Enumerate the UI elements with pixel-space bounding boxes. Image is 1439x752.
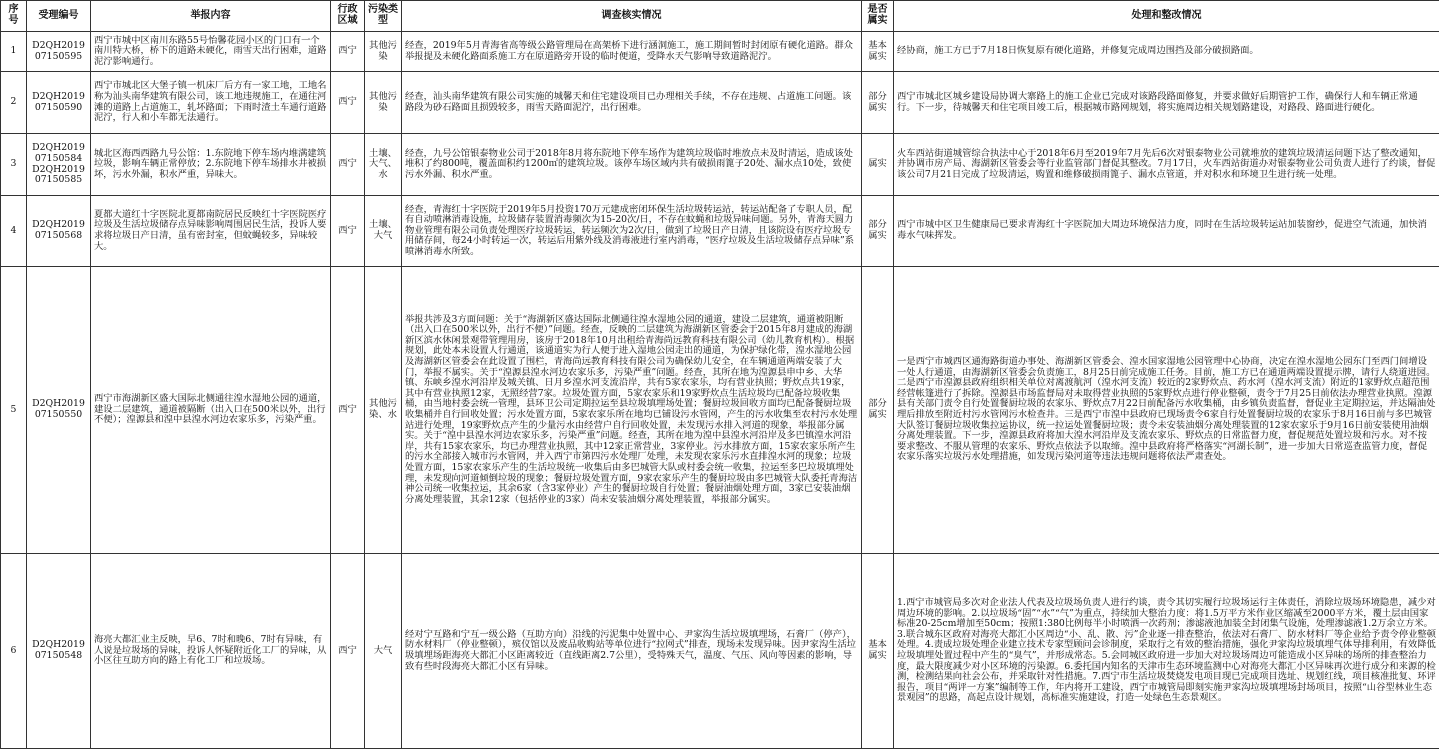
table-row (1, 32, 1439, 72)
header-handling: 处理和整改情况 (894, 1, 1439, 32)
row-handling: 经协商，施工方已于7月18日恢复原有硬化道路，并修复完成周边围挡及部分破损路面。 (894, 32, 1439, 72)
row-verified: 部分属实 (862, 72, 894, 134)
table-row (1, 134, 1439, 196)
header-id: 受理编号 (27, 1, 91, 32)
row-no: 4 (1, 196, 27, 267)
row-region: 西宁 (331, 267, 365, 554)
row-type: 其他污染、水 (365, 267, 402, 554)
row-content: 西宁市海湖新区盛大国际北侧通往湟水湿地公园的通道，建设二层建筑，通道被隔断（出入口在500米以外，出行不便）；湟源县和湟中县湟水河边农家乐多，污染严重。 (91, 267, 331, 554)
row-no: 3 (1, 134, 27, 196)
row-id: D2QH201907150548 (27, 554, 91, 749)
row-investigation: 经查，青海红十字医院于2019年5月投资170万元建成密闭环保生活垃圾转运站，转运站配备了专职人员，配有自动喷淋消毒设施，垃圾储存装置消毒频次为15-20次/日，不存在蚊蝇和垃圾异味问题。另外，青海天圆力物业管理有限公司负责处理医疗垃圾转运，转运频次为2次/日，做到了垃圾日产日清，且该院设有医疗垃圾专用储存间，每24小时转运一次，转运后用紫外线及消毒液进行室内消毒，“医疗垃圾及生活垃圾储存点异味”系喷淋消毒水所致。 (402, 196, 862, 267)
row-id: D2QH201907150584 D2QH201907150585 (27, 134, 91, 196)
row-region: 西宁 (331, 72, 365, 134)
row-no: 5 (1, 267, 27, 554)
row-handling: 西宁市城北区城乡建设局协调大寨路上的施工企业已完成对该路段路面修复，并要求做好后期管护工作，确保行人和车辆正常通行。下一步，待城馨天和住宅项目竣工后，根据城市路网规划，将实施周边相关规划路建设，对路段、路面进行硬化。 (894, 72, 1439, 134)
row-type: 其他污染 (365, 32, 402, 72)
row-region: 西宁 (331, 554, 365, 749)
row-investigation: 经查，汕头南华建筑有限公司实施的城馨天和住宅建设项目已办理相关手续，不存在违规、占道施工问题。该路段为砂石路面且损毁较多，雨雪天路面泥泞，出行困难。 (402, 72, 862, 134)
row-type: 土壤、大气 (365, 196, 402, 267)
row-region: 西宁 (331, 196, 365, 267)
header-verified: 是否属实 (862, 1, 894, 32)
row-handling: 1.西宁市城管局多次对企业法人代表及垃圾场负责人进行约谈，责令其切实履行垃圾场运行主体责任，消除垃圾场环境隐患，减少对周边环境的影响。2.以垃圾场“固”“水”“气”为重点，持续加大整治力度：将1.5万平方米作业区缩减至2000平方米，覆土层由国家标准20-25cm增加至50cm；按照1:380比例每半小时喷洒一次药剂；渗滤液池加装全封闭集气设施，处理渗滤液1.2万余立方米。3.联合城东区政府对海亮大都汇小区周边“小、乱、散、污”企业逐一排查整治，依法对石膏厂、防水材料厂等企业给予责令停业整顿处理。4.责成垃圾处理企业建立技术专家型顾问会诊制度，采取行之有效的整治措施，强化尹家沟垃圾填埋气体导排利用，有效降低垃圾填埋处置过程中产生的“臭气”，并形成常态。5.会同城区政府进一步加大对垃圾场周边可能造成小区异味的场所的排查整治力度，最大限度减少对小区环境的污染源。6.委托国内知名的天津市生态环境监测中心对海亮大都汇小区异味再次进行成分和来源的检测，检测结果向社会公布，并采取针对性措施。7.西宁市生活垃圾焚烧发电项目现已完成项目选址、规划红线，项目核准批复、环评报告，项目“两评一方案”编制等工作，年内将开工建设，西宁市城管局即刻实施尹家沟垃圾填埋场封场项目，按照“山谷型林业生态景观园”的思路，高起点设计规划，高标准实施建设，打造一处绿色生态景观区。 (894, 554, 1439, 749)
row-no: 2 (1, 72, 27, 134)
row-type: 其他污染 (365, 72, 402, 134)
row-no: 6 (1, 554, 27, 749)
row-id: D2QH201907150550 (27, 267, 91, 554)
row-content: 西宁市城中区南川东路55号怡馨花园小区的门口有一个南川特大桥，桥下的道路未硬化，雨雪天出行困难，道路泥泞影响通行。 (91, 32, 331, 72)
row-id: D2QH201907150595 (27, 32, 91, 72)
row-content: 夏都大道红十字医院北夏都南院居民反映红十字医院医疗垃圾及生活垃圾储存点异味影响周围居民生活，投诉人要求将垃圾日产日清，虽有密封室，但蚊蝇较多，异味较大。 (91, 196, 331, 267)
table-row (1, 72, 1439, 134)
row-content: 西宁市城北区大堡子镇一机床厂后方有一家工地，工地名称为汕头南华建筑有限公司，该工地违规施工，在通往河滩的道路上占道施工，轧坏路面；下雨时渣土车通行道路泥泞，行人和小车都无法通行。 (91, 72, 331, 134)
row-id: D2QH201907150590 (27, 72, 91, 134)
row-verified: 基本属实 (862, 554, 894, 749)
header-no: 序号 (1, 1, 27, 32)
table-row (1, 267, 1439, 554)
row-region: 西宁 (331, 134, 365, 196)
row-type: 大气 (365, 554, 402, 749)
row-no: 1 (1, 32, 27, 72)
header-type: 污染类型 (365, 1, 402, 32)
table-row (1, 554, 1439, 749)
header-region: 行政区域 (331, 1, 365, 32)
header-investigation: 调查核实情况 (402, 1, 862, 32)
table-row (1, 196, 1439, 267)
row-verified: 基本属实 (862, 32, 894, 72)
row-type: 土壤、大气、水 (365, 134, 402, 196)
table-header-row (1, 1, 1439, 32)
row-content: 城北区海西西路九号公馆：1.东院地下停车场内堆满建筑垃圾，影响车辆正常停放；2.东院地下停车场排水井被损坏，污水外漏，积水严重，异味大。 (91, 134, 331, 196)
row-id: D2QH201907150568 (27, 196, 91, 267)
row-investigation: 举报共涉及3方面问题：关于“海湖新区盛达国际北侧通往湟水湿地公园的通道，建设二层建筑，通道被阻断（出入口在500米以外，出行不便）”问题。经查，反映的二层建筑为海湖新区管委会于2015年8月建成的海湖新区滨水休闲景观带管理用房，该房于2018年10月出租给青海尚远教育科技有限公司（幼儿教育机构）。根据规划，此处本未设置人行通道，该通道实为行人便于进入湿地公园走出的通道，为保护绿化带，湟水湿地公园及海湖新区管委会在此设置了围栏，青海尚远教育科技有限公司为确保幼儿安全，在车辆通道两端安装了大门，举报不属实。关于“湟源县湟水河边农家乐多，污染严重”问题。经查，其所在地为湟源县申中乡、大华镇、东峡乡湟水河沿岸及城关镇、日月乡湟水河支流沿岸，共有5家农家乐，均有营业执照；野炊点共19家，其中有营业执照12家，无照经营7家。垃圾处置方面，5家农家乐和19家野炊点生活垃圾均已配备垃圾收集桶，由当地村委会统一管理，县环卫公司定期拉运至县垃圾填埋场处置；餐厨垃圾回收方面均已配备餐厨垃圾收集桶并自行回收处置；污水处置方面，5家农家乐所在地均已铺设污水管网，产生的污水收集至农村污水处理站进行处理，19家野炊点产生的少量污水由经营户自行回收处置，未发现污水排入河道的现象，举报部分属实。关于“湟中县湟水河边农家乐多，污染严重”问题。经查，其所在地为湟中县湟水河沿岸及多巴镇湟水河沿岸，共有15家农家乐，均已办理营业执照，其中12家正常营业，3家停业。污水排放方面，15家农家乐所产生的污水全部接入城市污水管网，并入西宁市第四污水处理厂处理，未发现农家乐污水直排湟水河的现象；垃圾处置方面，15家农家乐产生的生活垃圾统一收集后由多巴城管大队或村委会统一收集，拉运至多巴垃圾填埋处理，未发现向河道倾倒垃圾的现象；餐厨垃圾处置方面，9家农家乐产生的餐厨垃圾由多巴城管大队委托青海洁神公司统一收集拉运，其余6家（含3家停业）产生的餐厨垃圾自行处置；餐厨油烟处理方面，3家已安装油烟分离处理装置，其余12家（包括停业的3家）尚未安装油烟分离处理装置，举报部分属实。 (402, 267, 862, 554)
row-investigation: 经对宁互路和宁互一级公路（互助方向）沿线的污泥集中处置中心、尹家沟生活垃圾填埋场，石膏厂（停产），防水材料厂（停业整顿），殡仪馆以及废品收购站等单位进行“拉网式”排查，现场未发现异味。因尹家沟生活垃圾填埋场距海亮大都汇小区距离较近（直线距离2.7公里），受特殊天气，温度、气压、风向等因素的影响，导致有些时段海亮大都汇小区有异味。 (402, 554, 862, 749)
row-handling: 一是西宁市城西区通海路街道办事处、海湖新区管委会、湟水国家湿地公园管理中心协商，决定在湟水湿地公园东门至西门间增设一处人行通道，由海湖新区管委会负责施工，8月25日前完成施工任务。目前，施工方已在通道两端设置提示牌，请行人绕道进园。二是西宁市湟源县政府组织相关单位对离渡航河（湟水河支流）较近的2家野炊点、药水河（湟水河支流）附近的1家野炊点超范围经营帐篷进行了拆除。湟源县市场监督局对未取得营业执照的5家野炊点进行停业整顿，责令于7月25日前依法办理营业执照。湟源县有关部门责令自行处置餐厨垃圾的农家乐、野炊点7月22日前配备污水收集桶，由乡镇负责监督，督促业主定期拉运，并达隔油处理后排放至附近村污水管网污水检查井。三是西宁市湟中县政府已现场责令6家自行处置餐厨垃圾的农家乐于8月16日前与多巴城管大队签订餐厨垃圾收集拉运协议，统一拉运处置餐厨垃圾；责令未安装油烟分离处理装置的12家农家乐于9月16日前安装使用油烟分离处理装置。下一步，湟源县政府将加大湟水河沿岸及支流农家乐、野炊点的日常监督力度，督促规范处置垃圾和污水。对不按要求整改、不服从管理的农家乐、野炊点依法予以取缔。湟中县政府将严格落实“河湖长制”，进一步加大日常巡查监管力度，督促农家乐落实垃圾污水处理措施，如发现污染河道等违法违规问题将依法严肃查处。 (894, 267, 1439, 554)
row-verified: 属实 (862, 134, 894, 196)
row-content: 海亮大都汇业主反映，早6、7时和晚6、7时有异味，有人说是垃圾场的异味，投诉人怀疑附近化工厂的异味，从小区往互助方向的路上有化工厂和垃圾场。 (91, 554, 331, 749)
row-region: 西宁 (331, 32, 365, 72)
row-investigation: 经查，2019年5月青海省高等级公路管理局在高架桥下进行涵洞施工，施工期间暂时封闭原有硬化道路。群众举报提及未硬化路面系施工方在原道路旁开设的临时便道，受降水天气影响导致道路泥泞。 (402, 32, 862, 72)
row-verified: 部分属实 (862, 196, 894, 267)
row-verified: 部分属实 (862, 267, 894, 554)
row-handling: 西宁市城中区卫生健康局已要求青海红十字医院加大周边环境保洁力度，同时在生活垃圾转运站加装窗纱，促进空气流通，加快消毒水气味挥发。 (894, 196, 1439, 267)
row-handling: 火车西站街道城管综合执法中心于2018年6月至2019年7月先后6次对银泰物业公司就堆放的建筑垃圾清运问题下达了整改通知，并协调市房产局、海湖新区管委会等行业监管部门督促其整改。7月17日，火车西站街道办对银泰物业公司负责人进行了约谈，督促该公司7月21日完成了垃圾清运，购置和维修破损雨篦子、漏水点管道，并对积水和环境卫生进行统一处理。 (894, 134, 1439, 196)
row-investigation: 经查，九号公馆银泰物业公司于2018年8月将东院地下停车场作为建筑垃圾临时堆放点未及时清运，造成该处堆积了约800吨，覆盖面积约1200㎡的建筑垃圾。该停车场区域内共有破损雨篦子20处、漏水点10处，致使污水外漏、积水严重。 (402, 134, 862, 196)
header-content: 举报内容 (91, 1, 331, 32)
